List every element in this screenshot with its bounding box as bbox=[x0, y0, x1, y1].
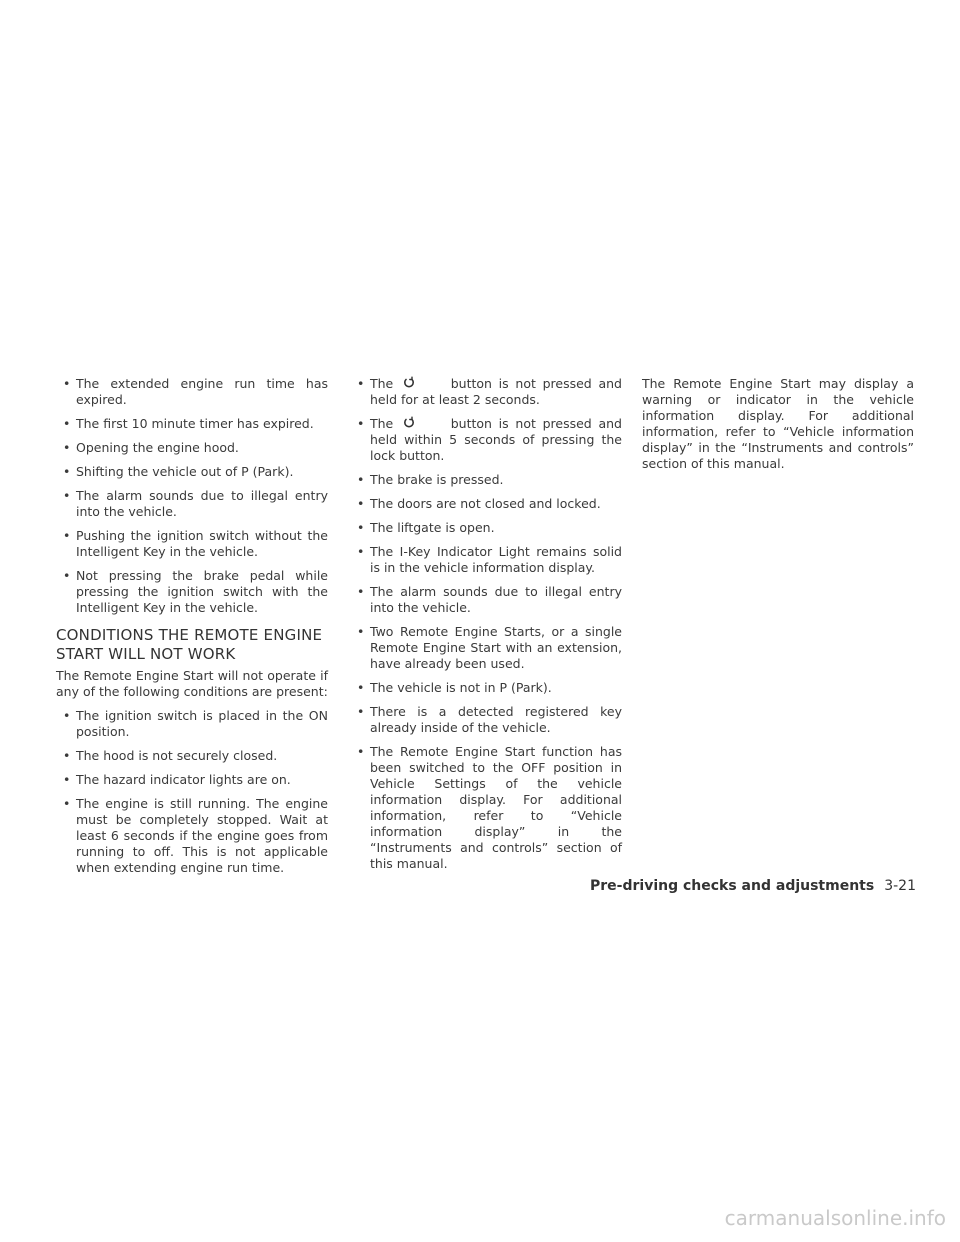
list-item: • The first 10 minute timer has expired. bbox=[56, 416, 328, 432]
conditions-list-continued bbox=[350, 376, 622, 464]
list-item: • The button is not pressed and held for at least 2 seconds. bbox=[350, 376, 622, 408]
list-item: • There is a detected registered key already inside of the vehicle. bbox=[350, 704, 622, 736]
column-middle bbox=[350, 376, 622, 880]
watermark: carmanualsonline.info bbox=[724, 1206, 946, 1230]
list-item: • The I-Key Indicator Light remains solid is in the vehicle information display. bbox=[350, 544, 622, 576]
section-name: Pre-driving checks and adjustments bbox=[590, 878, 875, 894]
page-footer bbox=[590, 878, 916, 894]
page-number: 3-21 bbox=[884, 878, 916, 894]
list-item: • Not pressing the brake pedal while pressing the ignition switch with the Intelligent Key in the vehicle. bbox=[56, 568, 328, 616]
list-item: • The liftgate is open. bbox=[350, 520, 622, 536]
list-item: • The alarm sounds due to illegal entry into the vehicle. bbox=[350, 584, 622, 616]
list-item: • The Remote Engine Start function has been switched to the OFF position in Vehicle Settings of the vehicle information display. For additional information, refer to “Vehicle information display” in the “Instruments and controls” section of this manual. bbox=[350, 744, 622, 872]
conditions-list bbox=[56, 708, 328, 876]
list-item: • Shifting the vehicle out of P (Park). bbox=[56, 464, 328, 480]
list-item: • The brake is pressed. bbox=[350, 472, 622, 488]
remote-start-icon bbox=[402, 376, 416, 390]
section-intro: The Remote Engine Start will not operate if any of the following conditions are present: bbox=[56, 668, 328, 699]
list-item: • The vehicle is not in P (Park). bbox=[350, 680, 622, 696]
conditions-list-more bbox=[350, 472, 622, 872]
section-heading: CONDITIONS THE REMOTE ENGINE START WILL NOT WORK bbox=[56, 626, 323, 663]
column-right bbox=[642, 376, 914, 480]
list-item: • The hood is not securely closed. bbox=[56, 748, 328, 764]
list-item: • The button is not pressed and held within 5 seconds of pressing the lock button. bbox=[350, 416, 622, 464]
list-item: • Two Remote Engine Starts, or a single Remote Engine Start with an extension, have already been used. bbox=[350, 624, 622, 672]
list-item: • The doors are not closed and locked. bbox=[350, 496, 622, 512]
column-left bbox=[56, 376, 328, 884]
remote-start-icon bbox=[402, 416, 416, 430]
list-item: • Pushing the ignition switch without the Intelligent Key in the vehicle. bbox=[56, 528, 328, 560]
list-item: • The ignition switch is placed in the ON position. bbox=[56, 708, 328, 740]
list-item: • The engine is still running. The engine must be completely stopped. Wait at least 6 seconds if the engine goes from running to off. This is not applicable when extending engine run time. bbox=[56, 796, 328, 876]
list-item: • Opening the engine hood. bbox=[56, 440, 328, 456]
list-item: • The extended engine run time has expired. bbox=[56, 376, 328, 408]
info-paragraph: The Remote Engine Start may display a warning or indicator in the vehicle information display. For additional information, refer to “Vehicle information display” in the “Instruments and controls” section of this manual. bbox=[642, 376, 914, 471]
stop-conditions-list bbox=[56, 376, 328, 616]
list-item: • The alarm sounds due to illegal entry into the vehicle. bbox=[56, 488, 328, 520]
list-item: • The hazard indicator lights are on. bbox=[56, 772, 328, 788]
